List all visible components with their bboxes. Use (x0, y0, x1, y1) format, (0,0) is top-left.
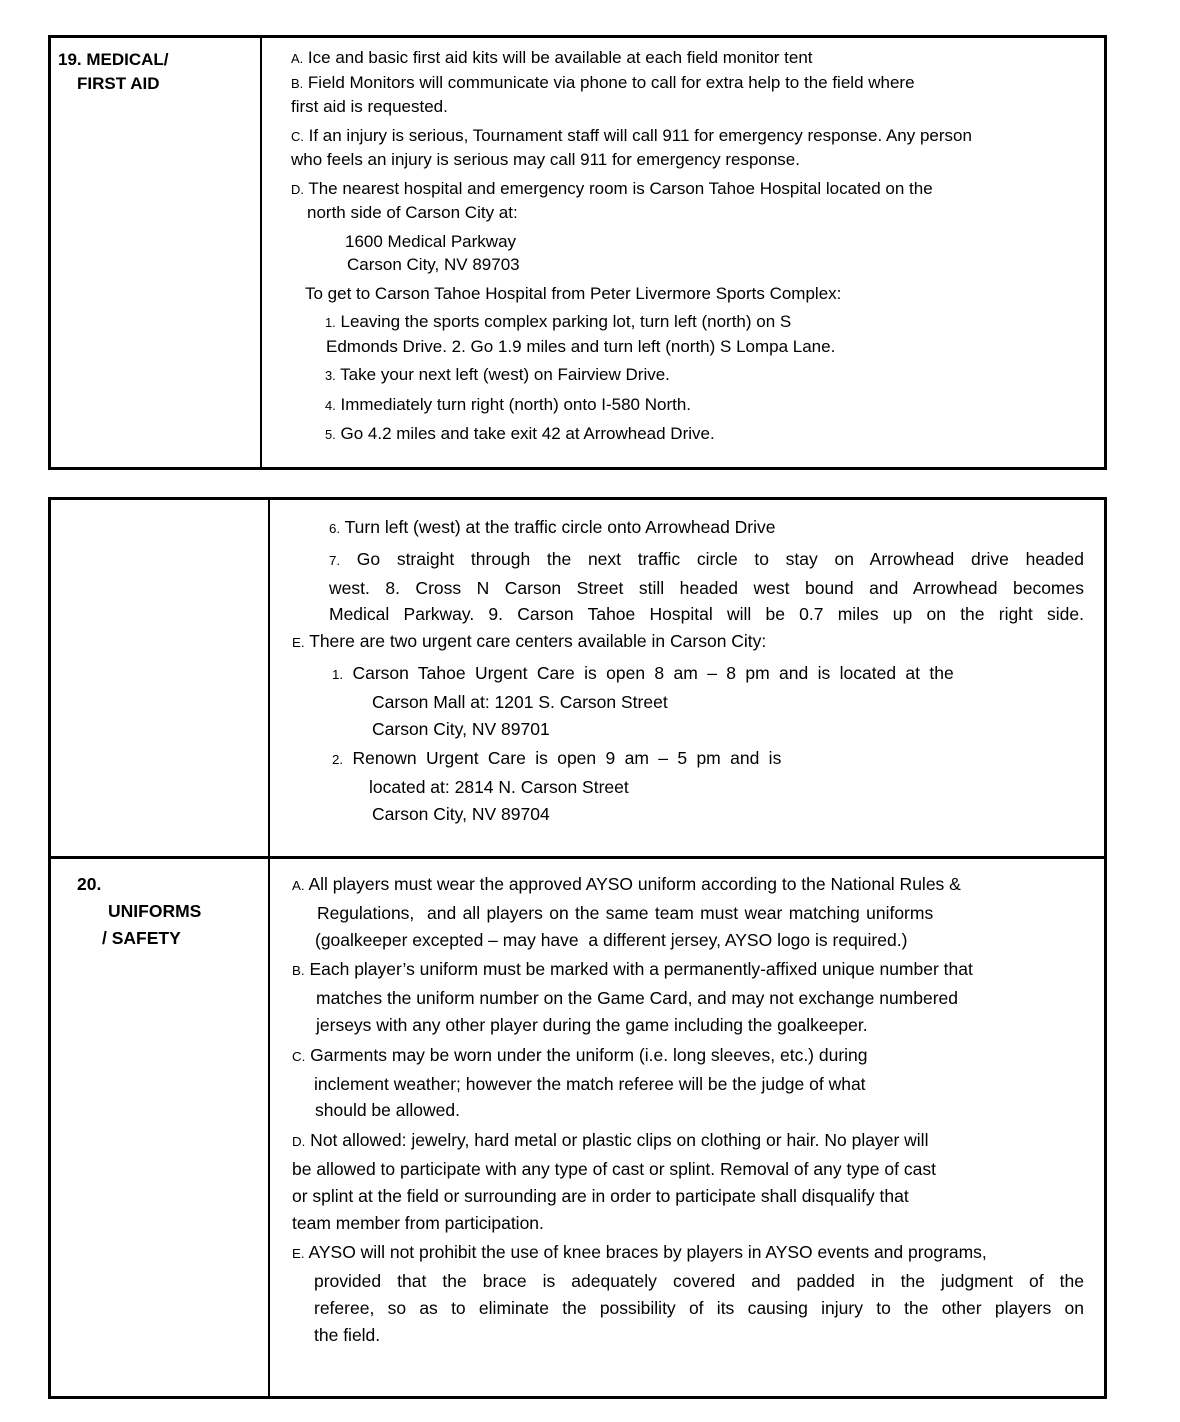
text-line: Medical Parkway. 9. Carson Tahoe Hospital will be 0.7 miles up on the right side. (329, 604, 1084, 625)
text-line: A. Ice and basic first aid kits will be available at each field monitor tent (291, 48, 813, 67)
list-marker: B. (292, 963, 305, 979)
text-line: B. Field Monitors will communicate via phone to call for extra help to the field where (291, 72, 915, 92)
row-body-uniforms-safety (268, 859, 1104, 1396)
list-marker: E. (292, 1246, 305, 1262)
row-header-continuation-empty (51, 500, 268, 856)
list-marker: C. (292, 1048, 306, 1064)
text-line: 1. Leaving the sports complex parking lot, turn left (north) on S (325, 312, 792, 331)
list-marker: 2. (332, 752, 344, 768)
text-line: E. AYSO will not prohibit the use of knee braces by players in AYSO events and programs, (292, 1242, 987, 1263)
list-marker: A. (291, 51, 304, 66)
text-line: or splint at the field or surrounding are in order to participate shall disqualify that (292, 1185, 909, 1206)
text-line: C. Garments may be worn under the uniform (i.e. long sleeves, etc.) during (292, 1044, 868, 1065)
text-line: B. Each player’s uniform must be marked with a permanently-affixed unique number that (292, 959, 973, 980)
text-line: 1600 Medical Parkway (345, 231, 517, 251)
list-marker: 4. (325, 397, 336, 413)
row-uniforms-safety (51, 856, 1104, 1396)
text-line: D. Not allowed: jewelry, hard metal or plastic clips on clothing or hair. No player will (292, 1130, 929, 1151)
text-line: Carson City, NV 89703 (347, 255, 520, 274)
list-marker: 3. (325, 368, 336, 383)
text-line: 7. Go straight through the next traffic circle to stay on Arrowhead drive headed (329, 548, 1084, 569)
medical-first-aid-table (48, 35, 1107, 470)
text-line: To get to Carson Tahoe Hospital from Peter Livermore Sports Complex: (305, 283, 842, 303)
text-line: (goalkeeper excepted – may have a different jersey, AYSO logo is required.) (315, 929, 908, 950)
text-line: be allowed to participate with any type of cast or splint. Removal of any type of cast (292, 1158, 936, 1179)
text-line: provided that the brace is adequately covered and padded in the judgment of the (314, 1271, 1084, 1292)
text-line: should be allowed. (315, 1100, 460, 1121)
text-line: Carson City, NV 89701 (372, 718, 550, 739)
text-line: the field. (314, 1324, 381, 1345)
list-marker: D. (291, 181, 304, 197)
text-line: UNIFORMS (108, 900, 202, 921)
row-body-medical-first-aid (260, 38, 1104, 467)
row-header-uniforms-safety (51, 859, 268, 1396)
text-line: A. All players must wear the approved AYSO uniform according to the National Rules & (292, 874, 961, 894)
uniforms-safety-table (48, 497, 1107, 1399)
text-line: inclement weather; however the match referee will be the judge of what (314, 1073, 866, 1094)
text-line: jerseys with any other player during the game including the goalkeeper. (316, 1014, 868, 1035)
list-marker: B. (291, 75, 304, 91)
text-line: 20. (77, 874, 102, 894)
text-line: west. 8. Cross N Carson Street still headed west bound and Arrowhead becomes (329, 577, 1084, 598)
list-marker: 7. (329, 552, 341, 568)
text-line: 6. Turn left (west) at the traffic circle onto Arrowhead Drive (329, 517, 776, 537)
text-line: FIRST AID (77, 73, 160, 93)
text-line: 5. Go 4.2 miles and take exit 42 at Arrowhead Drive. (325, 424, 715, 443)
text-line: referee, so as to eliminate the possibility of its causing injury to the other players on (314, 1297, 1084, 1318)
text-line: Regulations, and all players on the same team must wear matching uniforms (317, 902, 934, 923)
list-marker: 6. (329, 521, 341, 536)
list-marker: A. (292, 878, 305, 893)
text-line: Carson City, NV 89704 (372, 803, 550, 824)
text-line: Carson Mall at: 1201 S. Carson Street (372, 691, 668, 712)
text-line: D. The nearest hospital and emergency room is Carson Tahoe Hospital located on the (291, 178, 933, 198)
text-line: 1. Carson Tahoe Urgent Care is open 8 am – 8 pm and is located at the (332, 662, 954, 683)
list-marker: D. (292, 1134, 306, 1150)
text-line: first aid is requested. (291, 97, 448, 116)
row-header-medical-first-aid (51, 38, 260, 467)
text-line: 4. Immediately turn right (north) onto I-580 North. (325, 394, 692, 414)
text-line: 19. MEDICAL/ (58, 50, 169, 69)
text-line: who feels an injury is serious may call 911 for emergency response. (291, 150, 800, 169)
list-marker: 1. (325, 315, 336, 330)
text-line: E. There are two urgent care centers available in Carson City: (292, 631, 767, 652)
text-line: located at: 2814 N. Carson Street (369, 777, 629, 798)
list-marker: 1. (332, 666, 344, 682)
list-marker: 5. (325, 427, 336, 442)
text-line: 3. Take your next left (west) on Fairview Drive. (325, 365, 670, 384)
row-medical-continuation (51, 500, 1104, 856)
text-line: matches the uniform number on the Game Card, and may not exchange numbered (316, 988, 959, 1009)
text-line: Edmonds Drive. 2. Go 1.9 miles and turn left (north) S Lompa Lane. (326, 336, 836, 356)
row-body-medical-continuation (268, 500, 1104, 856)
list-marker: E. (292, 635, 305, 651)
row-medical-first-aid (51, 38, 1104, 467)
text-line: / SAFETY (102, 927, 181, 948)
text-line: north side of Carson City at: (307, 203, 518, 222)
text-line: team member from participation. (292, 1212, 544, 1233)
text-line: C. If an injury is serious, Tournament staff will call 911 for emergency response. Any person (291, 125, 972, 145)
list-marker: C. (291, 128, 304, 144)
text-line: 2. Renown Urgent Care is open 9 am – 5 pm and is (332, 748, 782, 769)
